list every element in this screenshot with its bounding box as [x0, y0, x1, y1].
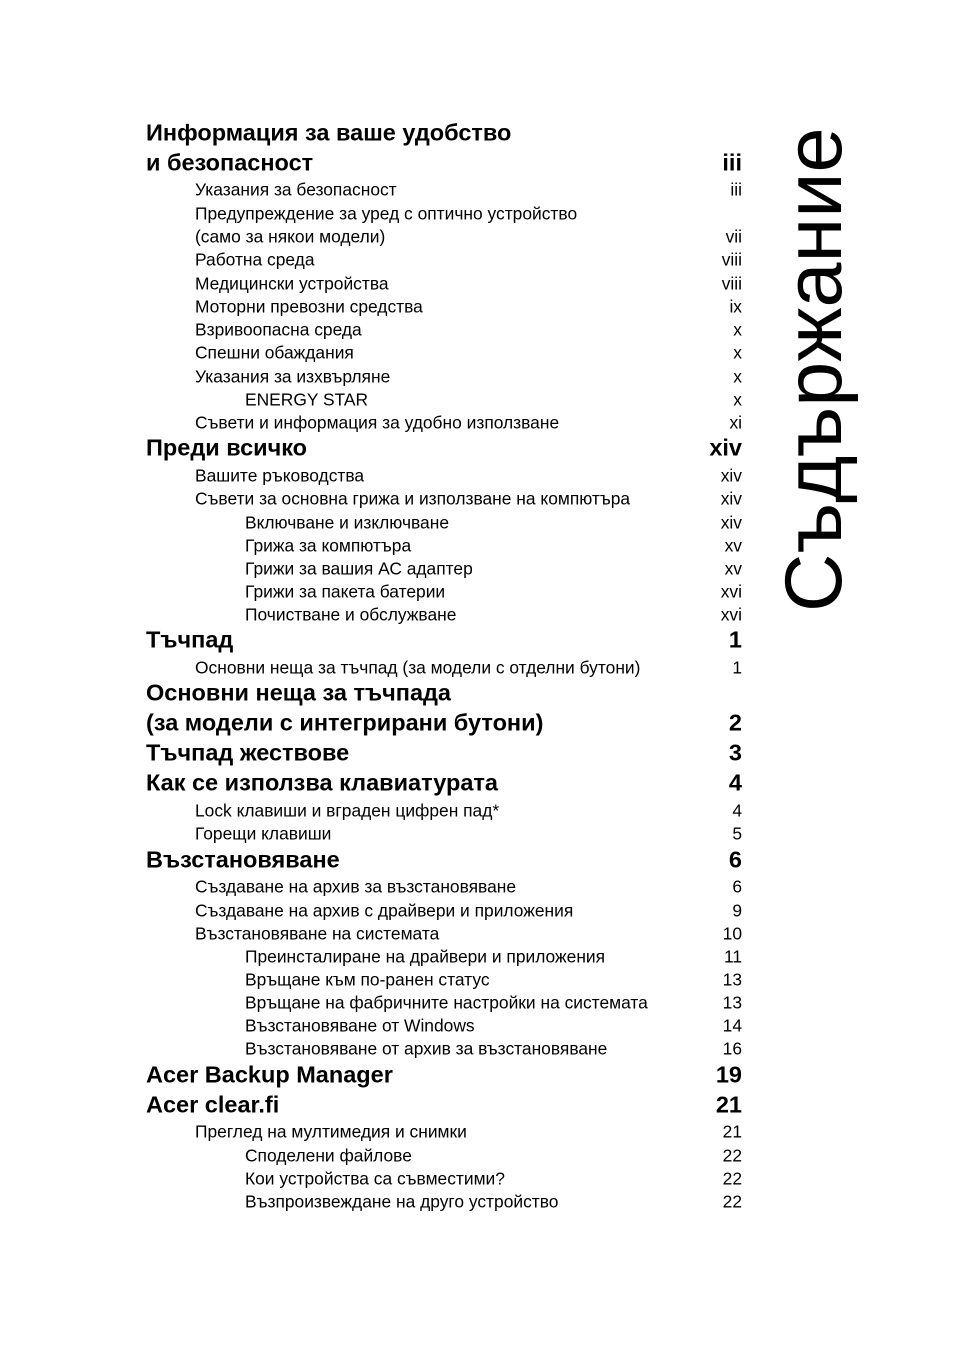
toc-entry-title: Acer clear.fi — [146, 1091, 280, 1118]
toc-entry-title: Тъчпад жествове — [146, 739, 350, 766]
toc-entry-title: Взривоопасна среда — [195, 319, 362, 340]
toc-entry-title: Спешни обаждания — [195, 342, 354, 363]
toc-page-number: 4 — [728, 769, 742, 796]
toc-entry-title: и безопасност — [146, 149, 314, 176]
toc-page-number: xiv — [720, 465, 742, 486]
toc-page-number: 11 — [723, 946, 742, 967]
toc-page-number: 1 — [732, 657, 742, 678]
toc-page-number: x — [733, 389, 742, 410]
toc-entry-title: Почистване и обслужване — [245, 604, 457, 625]
toc-page-number: x — [733, 342, 742, 363]
toc-entry-title: Създаване на архив за възстановяване — [195, 876, 517, 897]
toc-entry-title: (за модели с интегрирани бутони) — [146, 709, 544, 736]
toc-entry-title: Моторни превозни средства — [195, 296, 423, 317]
toc-entry-title: (само за някои модели) — [195, 226, 386, 247]
toc-entry-title: Работна среда — [195, 249, 315, 270]
toc-page-number: 22 — [722, 1145, 742, 1166]
toc-page-number: 2 — [728, 709, 742, 736]
toc-page-number: 6 — [728, 846, 742, 873]
toc-entry-title: Грижа за компютъра — [245, 535, 412, 556]
toc-page-number: xiv — [720, 488, 742, 509]
toc-page-number: xvi — [720, 604, 742, 625]
toc-page-number: 1 — [728, 626, 742, 653]
toc-page-number: 22 — [722, 1168, 742, 1189]
toc-entry-title: Грижи за пакета батерии — [245, 581, 446, 602]
toc-page-number: xv — [724, 535, 742, 556]
toc-entry-title: Кои устройства са съвместими? — [245, 1168, 505, 1189]
toc-page-number: xvi — [720, 581, 742, 602]
toc-entry-title: Възстановяване на системата — [195, 923, 440, 944]
toc-entry-title: Указания за безопасност — [195, 179, 397, 200]
toc-page-number: 13 — [722, 969, 742, 990]
toc-entry-title: Вашите ръководства — [195, 465, 365, 486]
toc-entry-title: Преинсталиране на драйвери и приложения — [245, 946, 606, 967]
toc-entry-title: Възстановяване — [146, 846, 340, 873]
toc-page-number: iii — [722, 149, 742, 176]
toc-page-number: vii — [725, 226, 742, 247]
toc-page-number: ix — [729, 296, 742, 317]
toc-page-number: 19 — [715, 1061, 742, 1088]
toc-page-number: xv — [724, 558, 742, 579]
toc-entry-title: Възпроизвеждане на друго устройство — [245, 1191, 559, 1212]
toc-page-number: iii — [730, 179, 742, 200]
page-title: Съдържание — [769, 127, 859, 612]
toc-entry-title: Основни неща за тъчпада — [146, 679, 451, 706]
toc-page-number: 21 — [722, 1121, 742, 1142]
toc-entry-title: Възстановяване от Windows — [245, 1015, 475, 1036]
toc-page-number: x — [733, 319, 742, 340]
toc-entry-title: Включване и изключване — [245, 512, 449, 533]
toc-page-number: xi — [729, 412, 742, 433]
toc-page-number: xiv — [720, 512, 742, 533]
toc-page-number: 9 — [732, 900, 742, 921]
toc-entry-title: Преди всичко — [146, 434, 308, 461]
toc-entry-title: Lock клавиши и вграден цифрен пад* — [195, 800, 500, 821]
toc-entry-title: Как се използва клавиатурата — [146, 769, 498, 796]
toc-page-number: 14 — [722, 1015, 742, 1036]
toc-entry-title: Основни неща за тъчпад (за модели с отделни бутони) — [195, 657, 641, 678]
toc-entry-title: Възстановяване от архив за възстановяване — [245, 1038, 608, 1059]
toc-page-number: 13 — [722, 992, 742, 1013]
toc-entry-title: Създаване на архив с драйвери и приложения — [195, 900, 574, 921]
toc-entry-title: Тъчпад — [146, 626, 234, 653]
toc-entry-title: Информация за ваше удобство — [146, 119, 512, 146]
toc-page-number: 5 — [732, 823, 742, 844]
toc-entry-title: Съвети и информация за удобно използване — [195, 412, 560, 433]
toc-page-number: 3 — [728, 739, 742, 766]
toc-entry-title: Връщане на фабричните настройки на системата — [245, 992, 648, 1013]
toc-entry-title: Съвети за основна грижа и използване на компютъра — [195, 488, 631, 509]
toc-entry-title: ENERGY STAR — [245, 389, 369, 410]
toc-page-number: 22 — [722, 1191, 742, 1212]
toc-page-number: 4 — [732, 800, 742, 821]
toc-page-number: viii — [721, 249, 742, 270]
toc-page-number: 6 — [732, 876, 742, 897]
toc-entry-title: Преглед на мултимедия и снимки — [195, 1121, 467, 1142]
toc-entry-title: Връщане към по-ранен статус — [245, 969, 490, 990]
toc-page-number: 16 — [722, 1038, 742, 1059]
toc-entry-title: Предупреждение за уред с оптично устройство — [195, 203, 578, 224]
toc-entry-title: Грижи за вашия АС адаптер — [245, 558, 473, 579]
toc-page-number: viii — [721, 273, 742, 294]
toc-entry-title: Медицински устройства — [195, 273, 389, 294]
toc-page-number: 10 — [722, 923, 742, 944]
toc-page-number: xiv — [709, 434, 742, 461]
toc-page-number: 21 — [715, 1091, 742, 1118]
toc-entry-title: Горещи клавиши — [195, 823, 332, 844]
toc-entry-title: Споделени файлове — [245, 1145, 412, 1166]
toc-page-number: x — [733, 366, 742, 387]
toc-entry-title: Acer Backup Manager — [146, 1061, 393, 1088]
toc-entry-title: Указания за изхвърляне — [195, 366, 391, 387]
